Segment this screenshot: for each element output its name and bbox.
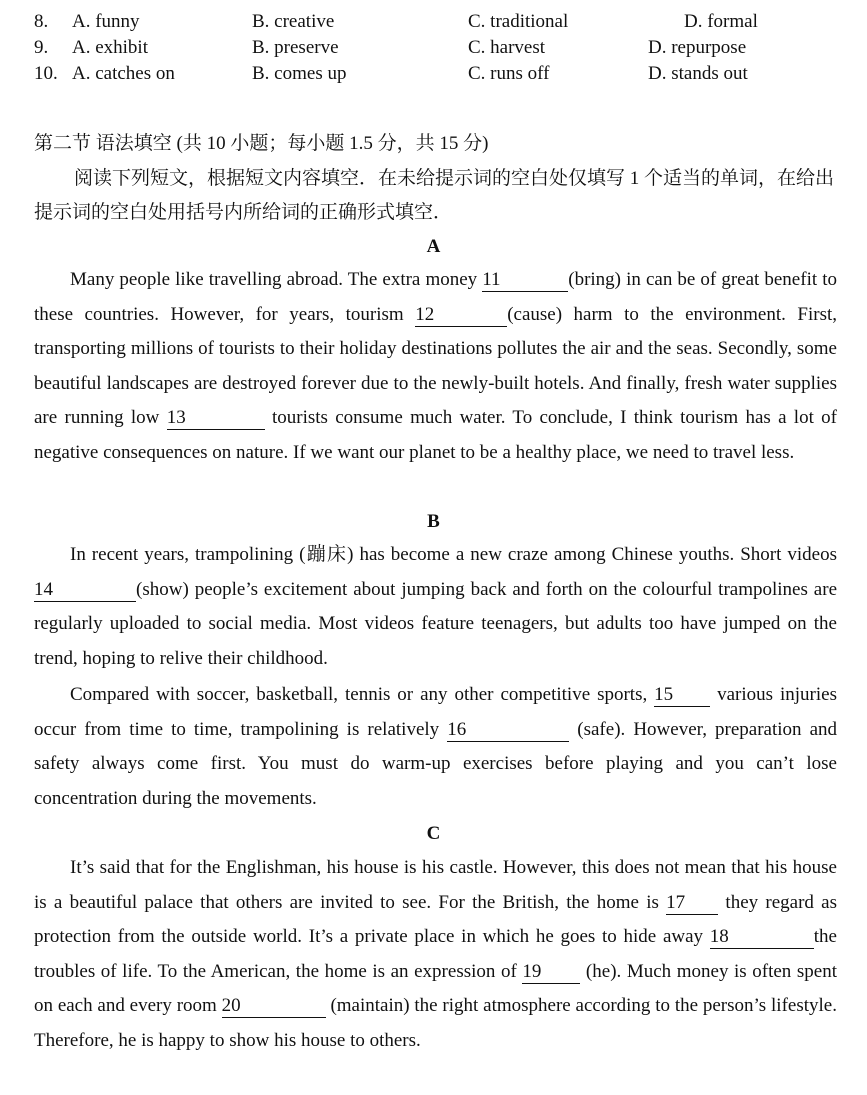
option-a: A. catches on: [72, 63, 175, 84]
passage-text: the troubles of life. To the American, the home is an expression of: [34, 926, 837, 982]
option-c: C. harvest: [468, 37, 546, 58]
option-a: A. funny: [72, 11, 140, 32]
passage-text: (safe). However, preparation and safety always come first. You must do warm-up exercises before playing and you can’t lose concentration during the movements.: [34, 718, 838, 809]
question-number: 8.: [34, 11, 49, 32]
passage-c: [34, 851, 837, 1059]
section-instructions: 阅读下列短文，根据短文内容填空．在未给提示词的空白处仅填写 1 个适当的单词，在给出提示词的空白处用括号内所给词的正确形式填空．: [34, 168, 835, 223]
blank-12[interactable]: 12: [415, 304, 507, 327]
option-a: A. exhibit: [72, 37, 148, 58]
blank-18[interactable]: 18: [710, 926, 814, 949]
question-number: 9.: [34, 37, 49, 58]
blank-13[interactable]: 13: [167, 407, 265, 430]
options-row-9: [34, 37, 854, 63]
option-b: B. creative: [252, 11, 335, 32]
passage-text: (show) people’s excitement about jumping back and forth on the colourful trampolines are regularly uploaded to social media. Most videos feature teenagers, but adults too have jumped on the trend, hoping to relive their childhood.: [34, 578, 837, 669]
options-row-10: [34, 63, 854, 89]
option-c: C. traditional: [468, 11, 569, 32]
blank-20[interactable]: 20: [222, 995, 326, 1018]
passage-b-paragraph-2: [34, 678, 837, 816]
passage-a: [34, 263, 837, 471]
blank-14[interactable]: 14: [34, 579, 136, 602]
passage-text: tourists consume much water. To conclude, I think tourism has a lot of negative consequences on nature. If we want our planet to be a healthy place, we need to travel less.: [34, 407, 837, 463]
section-heading: 第二节 语法填空 (共 10 小题；每小题 1.5 分，共 15 分): [34, 133, 489, 154]
passage-text: they regard as protection from the outside world. It’s a private place in which he goes to hide away: [34, 891, 837, 948]
blank-15[interactable]: 15: [654, 684, 710, 707]
blank-16[interactable]: 16: [447, 719, 569, 742]
passage-b-title: B: [427, 511, 440, 532]
passage-text: (he). Much money is often spent on each and every room: [34, 960, 837, 1017]
option-d: D. repurpose: [648, 37, 747, 58]
blank-17[interactable]: 17: [666, 892, 718, 915]
passage-text: (bring) in can be of great benefit to these countries. However, for years, tourism: [34, 269, 837, 325]
option-d: D. stands out: [648, 63, 748, 84]
passage-text: (cause) harm to the environment. First, transporting millions of tourists to their holiday destinations pollutes the air and the seas. Secondly, some beautiful landscapes are destroyed forever due to the newly-built hotels. And finally, fresh water supplies are running low: [34, 303, 837, 429]
option-b: B. comes up: [252, 63, 347, 84]
option-d: D. formal: [684, 11, 758, 32]
blank-11[interactable]: 11: [482, 269, 568, 292]
option-b: B. preserve: [252, 37, 339, 58]
passage-a-title: A: [426, 236, 441, 257]
passage-text: Compared with soccer, basketball, tennis or any other competitive sports,: [70, 684, 655, 705]
passage-text: In recent years, trampolining (蹦床) has become a new craze among Chinese youths. Short videos: [70, 544, 837, 565]
options-row-8: [34, 11, 854, 37]
blank-19[interactable]: 19: [522, 961, 580, 984]
passage-text: various injuries occur from time to time, trampolining is relatively: [34, 684, 837, 740]
option-c: C. runs off: [468, 63, 550, 84]
passage-text: It’s said that for the Englishman, his house is his castle. However, this does not mean that his house is a beautiful palace that others are invited to see. For the British, the home is: [34, 857, 837, 913]
passage-text: Many people like travelling abroad. The extra money: [70, 269, 483, 290]
passage-text: (maintain) the right atmosphere according to the person’s lifestyle. Therefore, he is happy to show his house to others.: [34, 995, 837, 1051]
question-number: 10.: [34, 63, 58, 84]
passage-b-paragraph-1: [34, 538, 837, 676]
passage-c-title: C: [426, 823, 441, 844]
